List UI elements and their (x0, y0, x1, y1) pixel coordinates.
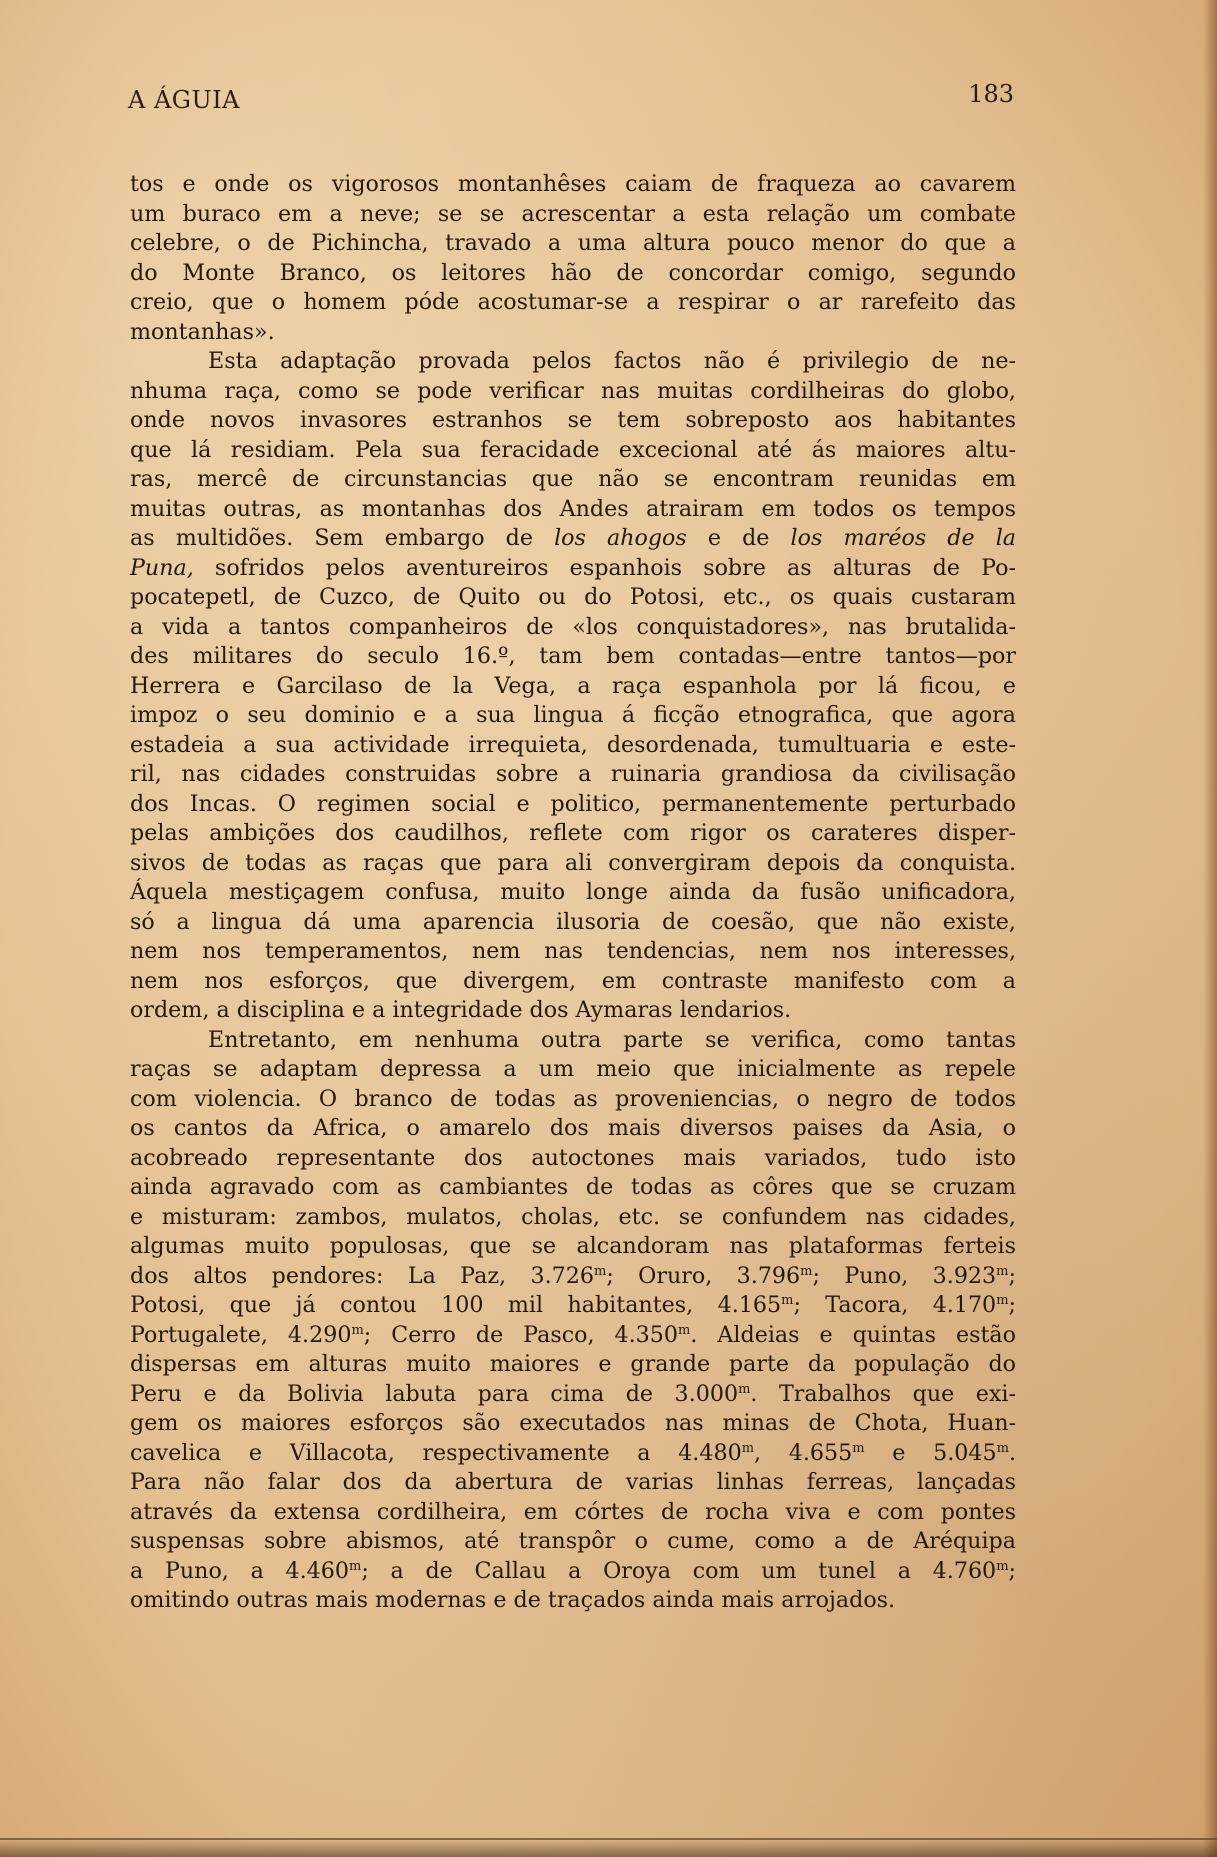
text-line: sivos de todas as raças que para ali convergiram depois da conquista. (130, 849, 1016, 876)
text-line: só a lingua dá uma aparencia ilusoria de coesão, que não existe, (130, 908, 1016, 935)
text-line: nem nos esforços, que divergem, em contraste manifesto com a (130, 967, 1016, 994)
unit-superscript: m (678, 1322, 691, 1338)
text-run: e 5.045 (864, 1439, 997, 1466)
text-line: Entretanto, em nenhuma outra parte se verifica, como tantas (208, 1026, 1016, 1053)
text-line: muitas outras, as montanhas dos Andes atrairam em todos os tempos (130, 495, 1016, 522)
text-run: ; Puno, 3.923 (812, 1262, 997, 1289)
text-line: Para não falar dos da abertura de varias linhas ferreas, lançadas (130, 1469, 1016, 1495)
text-line: nem nos temperamentos, nem nas tendencias, nem nos interesses, (130, 938, 1016, 964)
running-head (128, 80, 1014, 126)
text-run: . (1008, 1439, 1016, 1466)
body-text (130, 170, 1016, 1616)
text-run: ; Cerro de Pasco, 4.350 (363, 1321, 679, 1348)
page-bottom-rule (0, 1838, 1217, 1840)
unit-superscript: m (781, 1293, 794, 1308)
text-run: Peru e da Bolivia labuta para cima de 3.000 (130, 1380, 739, 1407)
text-line: os cantos da Africa, o amarelo dos mais diversos paises da Asia, o (130, 1115, 1016, 1141)
text-line: Herrera e Garcilaso de la Vega, a raça espanhola por lá ficou, e (130, 672, 1016, 699)
text-line (130, 524, 1016, 554)
italic-text: los maréos de la (790, 525, 1017, 551)
text-line: pocatepetl, de Cuzco, de Quito ou do Potosi, etc., os quais custaram (130, 584, 1016, 610)
text-run: as multidões. Sem embargo de (130, 525, 555, 551)
text-run: . Aldeias e quintas estão (690, 1321, 1016, 1348)
unit-superscript: m (800, 1263, 813, 1279)
italic-text: los ahogos (554, 525, 687, 551)
text-line: creio, que o homem póde acostumar-se a respirar o ar rarefeito das (130, 289, 1016, 315)
unit-superscript: m (996, 1263, 1009, 1279)
text-line: raças se adaptam depressa a um meio que inicialmente as repele (130, 1056, 1016, 1082)
page-number: 183 (968, 80, 1014, 108)
page-edge-shadow (1203, 0, 1217, 1857)
unit-superscript: m (996, 1440, 1009, 1456)
text-run: a Puno, a 4.460 (130, 1557, 350, 1584)
unit-superscript: m (738, 1381, 751, 1397)
text-run: ; (1008, 1292, 1016, 1318)
unit-superscript: m (996, 1293, 1009, 1308)
text-line (130, 1262, 1016, 1292)
text-line: pelas ambições dos caudilhos, reflete com rigor os carateres disper- (130, 820, 1016, 846)
text-line: a vida a tantos companheiros de «los conquistadores», nas brutalida- (130, 613, 1016, 640)
text-line: acobreado representante dos autoctones mais variados, tudo isto (130, 1144, 1016, 1171)
text-line: e misturam: zambos, mulatos, cholas, etc. se confundem nas cidades, (130, 1203, 1016, 1230)
text-run: e de (686, 525, 791, 551)
text-line: que lá residiam. Pela sua feracidade excecional até ás maiores altu- (130, 436, 1016, 463)
text-line: des militares do seculo 16.º, tam bem contadas—entre tantos—por (130, 643, 1016, 669)
text-run: ; Oruro, 3.796 (606, 1262, 801, 1289)
running-title: A ÁGUIA (128, 86, 241, 114)
text-line: gem os maiores esforços são executados nas minas de Chota, Huan- (130, 1410, 1016, 1436)
text-line: estadeia a sua actividade irrequieta, desordenada, tumultuaria e este- (130, 731, 1016, 758)
text-line: do Monte Branco, os leitores hão de concordar comigo, segundo (130, 259, 1016, 286)
text-line (130, 1439, 1016, 1469)
text-run: dos altos pendores: La Paz, 3.726 (130, 1262, 594, 1289)
text-line: com violencia. O branco de todas as proveniencias, o negro de todos (130, 1085, 1016, 1112)
text-line (130, 1321, 1016, 1351)
text-run: Portugalete, 4.290 (130, 1321, 352, 1348)
text-run: , 4.655 (754, 1439, 853, 1466)
unit-superscript: m (852, 1440, 865, 1456)
text-line: montanhas». (130, 318, 275, 345)
unit-superscript: m (351, 1322, 364, 1338)
text-line: tos e onde os vigorosos montanhêses caiam de fraqueza ao cavarem (130, 171, 1016, 197)
text-run: ; Tacora, 4.170 (793, 1292, 997, 1318)
italic-text: Puna, (130, 554, 194, 581)
text-line: ainda agravado com as cambiantes de todas as côres que se cruzam (130, 1174, 1016, 1200)
text-line: onde novos invasores estranhos se tem sobreposto aos habitantes (130, 407, 1016, 433)
unit-superscript: m (741, 1440, 755, 1456)
text-line: um buraco em a neve; se se acrescentar a esta relação um combate (130, 200, 1016, 227)
text-line: Áquela mestiçagem confusa, muito longe ainda da fusão unificadora, (130, 879, 1016, 905)
text-line: omitindo outras mais modernas e de traçados ainda mais arrojados. (130, 1587, 896, 1613)
text-run: Potosi, que já contou 100 mil habitantes, 4.165 (130, 1292, 782, 1318)
text-line (130, 1557, 1016, 1587)
text-line (130, 1380, 1016, 1410)
text-line: suspensas sobre abismos, até transpôr o cume, como a de Aréquipa (130, 1528, 1016, 1554)
text-line: algumas muito populosas, que se alcandoram nas plataformas ferteis (130, 1233, 1016, 1259)
unit-superscript: m (349, 1558, 362, 1574)
text-line: através da extensa cordilheira, em córtes de rocha viva e com pontes (130, 1498, 1016, 1525)
text-line (130, 554, 1016, 584)
page-bottom-shadow (0, 1839, 1217, 1857)
unit-superscript: m (593, 1263, 607, 1279)
text-line: Esta adaptação provada pelos factos não é privilegio de ne- (208, 348, 1016, 374)
text-line: dispersas em alturas muito maiores e grande parte da população do (130, 1351, 1016, 1377)
text-run: ; (1008, 1262, 1016, 1289)
text-run: ; (1008, 1557, 1016, 1584)
text-run: cavelica e Villacota, respectivamente a 4.480 (130, 1439, 742, 1466)
text-line: celebre, o de Pichincha, travado a uma altura pouco menor do que a (130, 230, 1016, 256)
text-run: sofridos pelos aventureiros espanhois sobre as alturas de Po- (193, 554, 1016, 581)
text-run: ; a de Callau a Oroya com um tunel a 4.760 (361, 1557, 997, 1584)
text-line (130, 1291, 1016, 1321)
text-line: impoz o seu dominio e a sua lingua á ficção etnografica, que agora (130, 702, 1016, 728)
text-line: ras, mercê de circunstancias que não se encontram reunidas em (130, 466, 1016, 492)
unit-superscript: m (996, 1558, 1009, 1574)
text-run: . Trabalhos que exi- (750, 1380, 1017, 1407)
text-line: ordem, a disciplina e a integridade dos Aymaras lendarios. (130, 997, 792, 1023)
text-line: ril, nas cidades construidas sobre a ruinaria grandiosa da civilisação (130, 761, 1016, 787)
text-line: dos Incas. O regimen social e politico, permanentemente perturbado (130, 790, 1016, 817)
text-line: nhuma raça, como se pode verificar nas muitas cordilheiras do globo, (130, 377, 1016, 404)
